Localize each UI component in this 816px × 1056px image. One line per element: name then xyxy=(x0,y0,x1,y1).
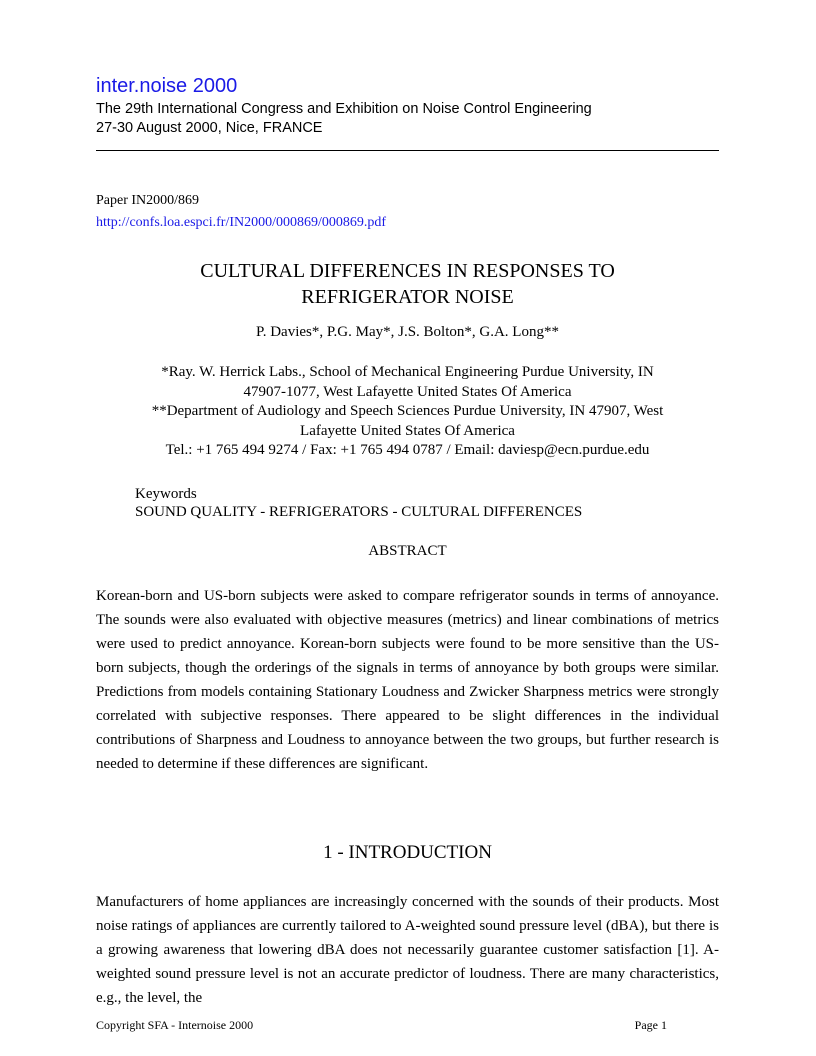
copyright-footer: Copyright SFA - Internoise 2000 xyxy=(96,1018,254,1032)
conference-dates: 27-30 August 2000, Nice, FRANCE xyxy=(96,120,323,136)
conference-name: inter.noise 2000 xyxy=(96,75,238,97)
affiliation-line: *Ray. W. Herrick Labs., School of Mechanical Engineering Purdue University, IN xyxy=(161,364,654,380)
affiliation-line: Lafayette United States Of America xyxy=(300,423,515,439)
affiliation-line: 47907-1077, West Lafayette United States Of America xyxy=(243,384,572,400)
introduction-text: Manufacturers of home appliances are increasingly concerned with the sounds of their products. Most noise ratings of appliances are currently tailored to A-weighted sound pressure level (dBA), but there is a growing awareness that lowering dBA does not necessarily guarantee customer satisfaction [1]. A-weighted sound pressure level is not an accurate predictor of loudness. There are many characteristics, e.g., the level, the xyxy=(96,894,719,1006)
keywords-label: Keywords xyxy=(135,486,197,502)
page-number: Page 1 xyxy=(634,1018,667,1032)
authors: P. Davies*, P.G. May*, J.S. Bolton*, G.A. Long** xyxy=(256,324,559,340)
paper-url-link[interactable]: http://confs.loa.espci.fr/IN2000/000869/000869.pdf xyxy=(96,215,387,230)
affiliation-line: **Department of Audiology and Speech Sciences Purdue University, IN 47907, West xyxy=(151,403,664,419)
introduction-heading: 1 - INTRODUCTION xyxy=(323,842,492,863)
paper-title-line-2: REFRIGERATOR NOISE xyxy=(301,286,514,308)
header-divider xyxy=(96,150,719,151)
abstract-text: Korean-born and US-born subjects were asked to compare refrigerator sounds in terms of annoyance. The sounds were also evaluated with objective measures (metrics) and linear combinations of metrics were used to predict annoyance. Korean-born subjects were found to be more sensitive than the US-born subjects, though the orderings of the signals in terms of annoyance by both groups were similar. Predictions from models containing Stationary Loudness and Zwicker Sharpness metrics were strongly correlated with subjective responses. There appeared to be slight differences in the individual contributions of Sharpness and Loudness to annoyance between the two groups, but further research is needed to determine if these differences are significant. xyxy=(96,588,719,772)
keywords-list: SOUND QUALITY - REFRIGERATORS - CULTURAL DIFFERENCES xyxy=(135,504,583,520)
contact-line: Tel.: +1 765 494 9274 / Fax: +1 765 494 0787 / Email: daviesp@ecn.purdue.edu xyxy=(165,442,650,458)
congress-line: The 29th International Congress and Exhibition on Noise Control Engineering xyxy=(96,101,592,117)
abstract-heading: ABSTRACT xyxy=(368,543,447,559)
paper-id: Paper IN2000/869 xyxy=(96,193,200,208)
paper-title-line-1: CULTURAL DIFFERENCES IN RESPONSES TO xyxy=(200,260,615,282)
